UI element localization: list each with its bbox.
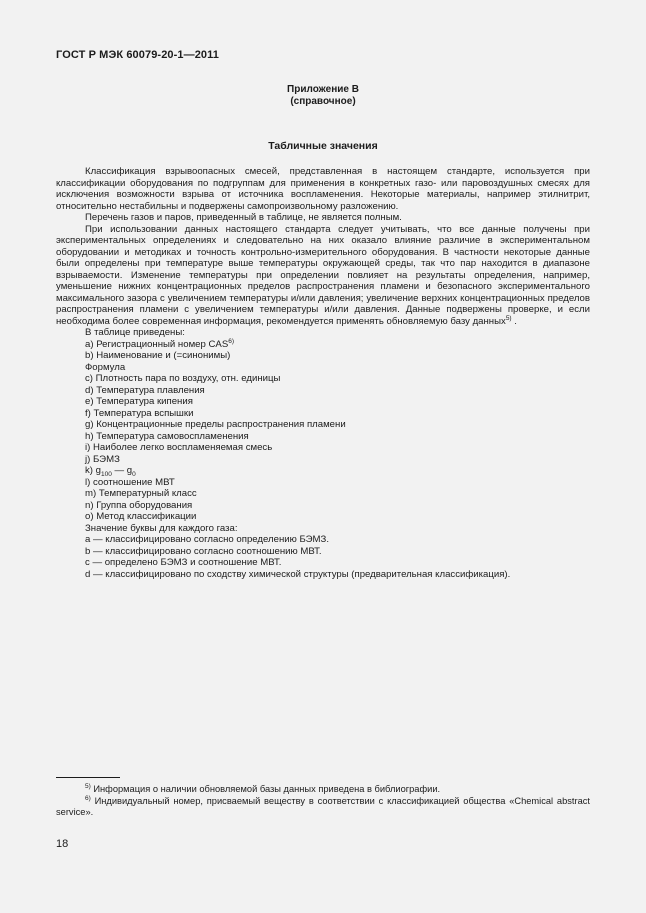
letters-intro: Значение буквы для каждого газа: [85, 522, 238, 534]
paragraph-classification: Классификация взрывоопасных смесей, представленная в настоящем стандарте, используется при классификации оборудования по подгруппам для применения в конкретных газо- или паровоздушных смесях для исключения возможности взрыва от источника воспламенения. Некоторые материалы, например этилнитрит, относительно нестабильны и подвержены самопроизвольному разложению. [56, 166, 590, 212]
list-item [56, 465, 590, 477]
letter-item: b — классифицировано согласно соотношению МВТ. [85, 545, 322, 557]
footnote [56, 784, 590, 796]
list-item: h) Температура самовоспламенения [85, 430, 249, 442]
list-item-text: k) g [85, 465, 101, 476]
footnote-text: Информация о наличии обновляемой базы данных приведена в библиографии. [90, 784, 441, 794]
letter-item: d — классифицировано по сходству химической структуры (предварительная классификация). [85, 568, 511, 580]
footnote-text: Индивидуальный номер, присваемый веществу в соответствии с классификацией общества «Chemical abstract service». [56, 795, 590, 817]
list-item-text: — g [111, 465, 133, 476]
body-text [56, 166, 590, 580]
list-item: n) Группа оборудования [85, 499, 193, 511]
list-item: Формула [85, 361, 126, 373]
paragraph-data-usage-end: . [511, 315, 517, 327]
list-item: o) Метод классификации [85, 511, 197, 522]
footnote-ref-5: 5) [505, 314, 512, 322]
list-item: c) Плотность пара по воздуху, отн. единицы [85, 373, 281, 384]
paragraph-data-usage-text: При использовании данных настоящего стандарта следует учитывать, что все данные получены при экспериментальных определениях и следовательно на них оказало влияние различие в экспериментальном оборудовании и методиках и точность контрольно-измерительного оборудования. В частности некоторые данные были определены при температуре выше температуры окружающей среды, так что пар находится в диапазоне взрываемости. Изменение температуры при определении повлияет на результаты определения, например, уменьшение нижних концентрационных пределов распространения пламени и безопасного экспериментального максимального зазора с увеличением температуры и/или давления; увеличение верхних концентрационных пределов распространения пламени с увеличением температуры и/или давления. Данные подвержены проверке, и если необходима более современная информация, рекомендуется применять обновляемую базу данных [56, 223, 590, 327]
appendix-title: Приложение В [287, 84, 359, 95]
list-item: b) Наименование и (=синонимы) [85, 350, 231, 361]
table-columns-list [56, 339, 590, 581]
standard-header: ГОСТ Р МЭК 60079-20-1—2011 [56, 49, 219, 61]
list-item: e) Температура кипения [85, 396, 193, 407]
page-number: 18 [56, 838, 69, 850]
list-item: l) соотношение МВТ [85, 476, 175, 488]
list-item: j) БЭМЗ [85, 453, 120, 465]
letter-item: с — определено БЭМЗ и соотношение МВТ. [85, 557, 282, 568]
list-item: m) Температурный класс [85, 488, 197, 499]
footnotes [56, 784, 590, 819]
paragraph-data-usage [56, 224, 590, 328]
footnote-ref-6: 6) [228, 337, 235, 345]
paragraph-list-incomplete: Перечень газов и паров, приведенный в таблице, не является полным. [85, 212, 402, 223]
list-item: i) Наиболее легко воспламеняемая смесь [85, 442, 273, 453]
appendix-subtitle: (справочное) [290, 96, 356, 107]
section-title: Табличные значения [268, 140, 378, 152]
letter-item: а — классифицировано согласно определению БЭМЗ. [85, 534, 330, 545]
subscript: 100 [101, 470, 112, 478]
footnote-divider [56, 777, 120, 778]
footnote [56, 796, 590, 819]
subscript: 0 [132, 470, 136, 478]
footnote-mark: 6) [85, 794, 91, 802]
list-item: f) Температура вспышки [85, 407, 194, 419]
list-item-text: а) Регистрационный номер CAS [85, 338, 229, 350]
paragraph-table-intro: В таблице приведены: [85, 327, 185, 338]
list-item: g) Концентрационные пределы распространения пламени [85, 419, 346, 430]
list-item [56, 339, 590, 351]
list-item: d) Температура плавления [85, 384, 205, 396]
footnote-mark: 5) [85, 782, 91, 790]
